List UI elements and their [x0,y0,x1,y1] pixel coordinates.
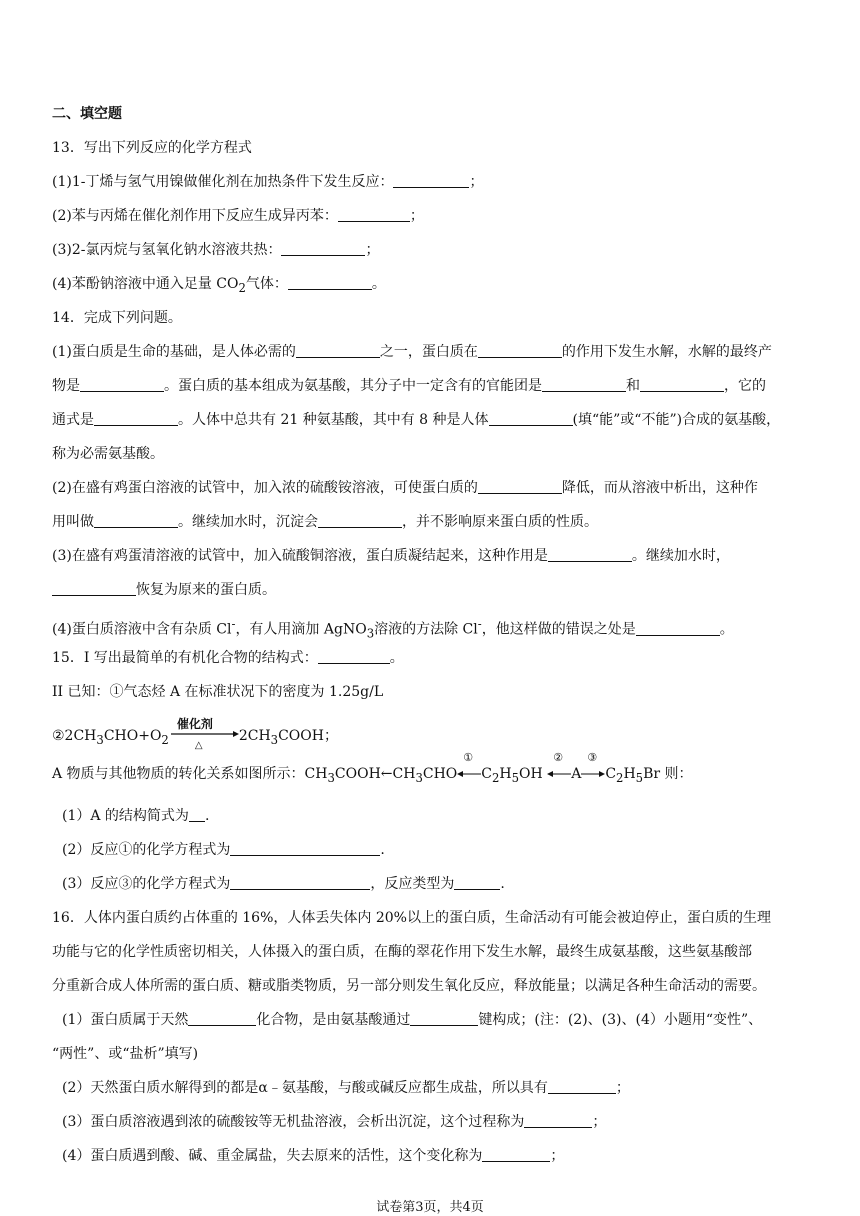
answer-blank[interactable] [94,411,178,426]
answer-blank[interactable] [281,241,365,256]
q16-line: 功能与它的化学性质密切相关，人体摄入的蛋白质，在酶的翠花作用下发生水解，最终生成氨基酸，这些氨基酸部 [52,944,752,960]
answer-blank[interactable] [188,1011,256,1026]
q16-sub2: (2）天然蛋白质水解得到的都是α﹣氨基酸，与酸或碱反应都生成盐，所以具有 ； [62,1080,630,1096]
answer-blank[interactable] [80,377,164,392]
answer-blank[interactable] [489,411,573,426]
arrow-1: ① [457,762,481,782]
q15-sub2: (2）反应①的化学方程式为 . [62,842,385,858]
answer-blank[interactable] [94,513,178,528]
q15-line: 15．I 写出最简单的有机化合物的结构式： 。 [52,650,404,666]
page-footer: 试卷第3页，共4页 [376,1200,484,1215]
section-title: 二、填空题 [52,106,122,122]
answer-blank[interactable] [548,1079,616,1094]
answer-blank[interactable] [542,377,626,392]
answer-blank[interactable] [318,649,390,664]
q14-stem: 14．完成下列问题。 [52,310,182,326]
q15-scheme: A 物质与其他物质的转化关系如图所示：$CH_3COOH\leftarrow CH_3CHO$ ① $C_2H_5OH$ ② A ③ $C_2H_5Br$ 则： [52,751,693,785]
q14-line: 用叫做 。继续加水时，沉淀会 ，并不影响原来蛋白质的性质。 [52,514,598,530]
answer-blank[interactable] [288,275,372,290]
q15-reaction: $②2CH_3CHO+O_2$ 催化剂 △ $2CH_3COOH$； [52,717,338,751]
q14-line: (4)蛋白质溶液中含有杂质 Cl-，有人用滴加 AgNO$_3$溶液的方法除 Cl-，他这样做的错误之处是 。 [52,617,734,641]
q14-line: 称为必需氨基酸。 [52,446,164,462]
answer-blank[interactable] [230,841,380,856]
answer-blank[interactable] [230,875,370,890]
answer-blank[interactable] [478,479,562,494]
answer-blank[interactable] [478,343,562,358]
q14-line: 恢复为原来的蛋白质。 [52,580,812,600]
q14-line: (1)蛋白质是生命的基础，是人体必需的 之一，蛋白质在 的作用下发生水解，水解的最终产 [52,344,772,360]
answer-blank[interactable] [52,581,136,596]
q13-part2: (2)苯与丙烯在催化剂作用下反应生成异丙苯： ； [52,208,424,224]
q13-stem: 13．写出下列反应的化学方程式 [52,140,252,156]
answer-blank[interactable] [640,377,724,392]
q13-part1: (1)1-丁烯与氢气用镍做催化剂在加热条件下发生反应： ； [52,174,484,190]
answer-blank[interactable] [454,875,500,890]
answer-blank[interactable] [482,1147,550,1162]
q14-line: (2)在盛有鸡蛋白溶液的试管中，加入浓的硫酸铵溶液，可使蛋白质的 降低，而从溶液中析出，这种作 [52,480,758,496]
answer-blank[interactable] [524,1113,592,1128]
answer-blank[interactable] [393,173,469,188]
q16-sub4: (4）蛋白质遇到酸、碱、重金属盐，失去原来的活性，这个变化称为 ； [62,1148,565,1164]
q16-sub1: (1）蛋白质属于天然 化合物，是由氨基酸通过 键构成；(注：(2)、(3)、(4）小题用“变性”、 [62,1012,763,1028]
answer-blank[interactable] [636,621,720,636]
q15-sub1: (1）A 的结构简式为 . [62,808,210,824]
q16-line: 16．人体内蛋白质约占体重的 16%，人体丢失体内 20%以上的蛋白质，生命活动有可能会被迫停止，蛋白质的生理 [52,910,771,926]
arrow-2: ② [547,762,571,782]
q16-line: “两性”、或“盐析”填写) [52,1046,199,1062]
answer-blank[interactable] [296,343,380,358]
q16-sub3: (3）蛋白质溶液遇到浓的硫酸铵等无机盐溶液，会析出沉淀，这个过程称为 ； [62,1114,607,1130]
q15-line: II 已知：①气态烃 A 在标准状况下的密度为 1.25g/L [52,684,384,700]
q14-line: 物是 。蛋白质的基本组成为氨基酸，其分子中一定含有的官能团是 和 ，它的 [52,378,766,394]
q16-line: 分重新合成人体所需的蛋白质、糖或脂类物质，另一部分则发生氧化反应，释放能量；以满足各种生命活动的需要。 [52,978,766,994]
answer-blank[interactable] [189,807,205,822]
answer-blank[interactable] [410,1011,478,1026]
q14-line: 通式是 。人体中总共有 21 种氨基酸，其中有 8 种是人体 (填“能”或“不能”)合成的氨基酸， [52,412,781,428]
catalyst-arrow: 催化剂 △ [169,716,239,746]
q13-part4: (4)苯酚钠溶液中通入足量 $CO_2$气体： 。 [52,276,386,295]
arrow-3: ③ [581,762,605,782]
q14-line: (3)在盛有鸡蛋清溶液的试管中，加入硫酸铜溶液，蛋白质凝结起来，这种作用是 。继续加水时， [52,548,730,564]
answer-blank[interactable] [318,513,402,528]
q15-sub3: (3）反应③的化学方程式为 ，反应类型为 . [62,876,505,892]
answer-blank[interactable] [548,547,632,562]
q13-part3: (3)2-氯丙烷与氢氧化钠水溶液共热： ； [52,242,380,258]
answer-blank[interactable] [338,207,410,222]
